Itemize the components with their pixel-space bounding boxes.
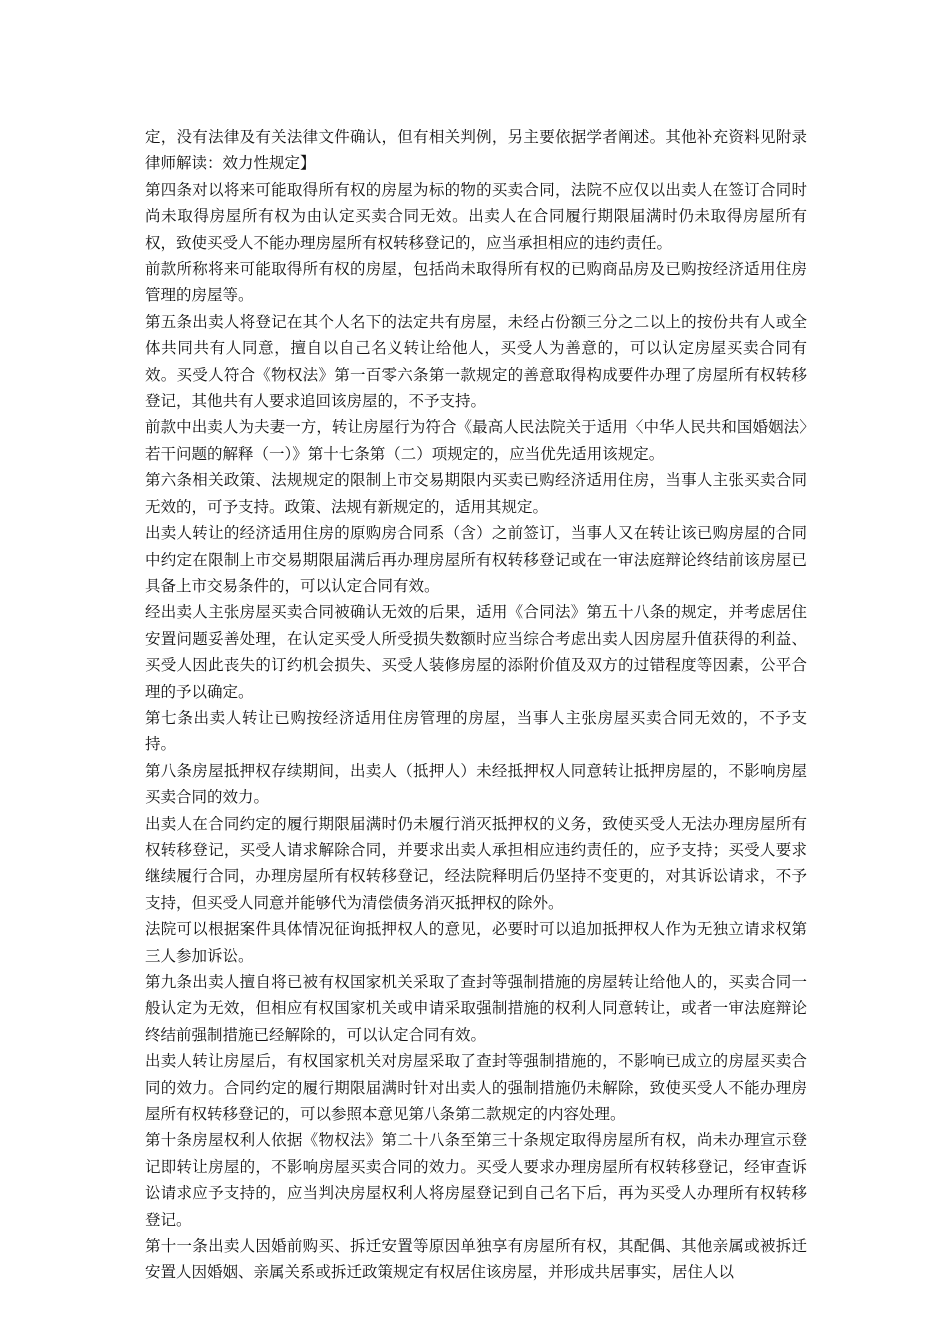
paragraph-article-4: 第四条对以将来可能取得所有权的房屋为标的物的买卖合同，法院不应仅以出卖人在签订合同时尚未取得房屋所有权为由认定买卖合同无效。出卖人在合同履行期限届满时仍未取得房屋所有权，致使买受人不能办理房屋所有权转移登记的，应当承担相应的违约责任。 — [145, 180, 807, 252]
paragraph-article-4-note: 前款所称将来可能取得所有权的房屋，包括尚未取得所有权的已购商品房及已购按经济适用住房管理的房屋等。 — [145, 260, 807, 305]
paragraph-article-6: 第六条相关政策、法规规定的限制上市交易期限内买卖已购经济适用住房，当事人主张买卖合同无效的，可予支持。政策、法规有新规定的，适用其规定。 — [145, 471, 807, 516]
paragraph-article-7: 第七条出卖人转让已购按经济适用住房管理的房屋，当事人主张房屋买卖合同无效的，不予支持。 — [145, 708, 807, 754]
paragraph-article-8-clause-2: 出卖人在合同约定的履行期限届满时仍未履行消灭抵押权的义务，致使买受人无法办理房屋所有权转移登记，买受人请求解除合同，并要求出卖人承担相应违约责任的，应予支持；买受人要求继续履行合同，办理房屋所有权转移登记，经法院释明后仍坚持不变更的，对其诉讼请求，不予支持，但买受人同意并能够代为清偿债务消灭抵押权的除外。 — [145, 814, 807, 912]
paragraph-article-8: 第八条房屋抵押权存续期间，出卖人（抵押人）未经抵押权人同意转让抵押房屋的，不影响房屋买卖合同的效力。 — [145, 761, 807, 807]
paragraph-article-8-clause-3: 法院可以根据案件具体情况征询抵押权人的意见，必要时可以追加抵押权人作为无独立请求权第三人参加诉讼。 — [145, 920, 807, 965]
paragraph-continuation: 定，没有法律及有关法律文件确认，但有相关判例，另主要依据学者阐述。其他补充资料见附录律师解读：效力性规定】 — [145, 128, 807, 173]
paragraph-article-11: 第十一条出卖人因婚前购买、拆迁安置等原因单独享有房屋所有权，其配偶、其他亲属或被拆迁安置人因婚姻、亲属关系或拆迁政策规定有权居住该房屋，并形成共居事实，居住人以 — [145, 1237, 807, 1282]
paragraph-article-9: 第九条出卖人擅自将已被有权国家机关采取了查封等强制措施的房屋转让给他人的，买卖合同一般认定为无效，但相应有权国家机关或申请采取强制措施的权利人同意转让，或者一审法庭辩论终结前强制措施已经解除的，可以认定合同有效。 — [145, 973, 807, 1044]
paragraph-article-6-clause-2: 出卖人转让的经济适用住房的原购房合同系（含）之前签订，当事人又在转让该已购房屋的合同中约定在限制上市交易期限届满后再办理房屋所有权转移登记或在一审法庭辩论终结前该房屋已具备上市交易条件的，可以认定合同有效。 — [145, 524, 807, 595]
paragraph-article-9-clause-2: 出卖人转让房屋后，有权国家机关对房屋采取了查封等强制措施的，不影响已成立的房屋买卖合同的效力。合同约定的履行期限届满时针对出卖人的强制措施仍未解除，致使买受人不能办理房屋所有权转移登记的，可以参照本意见第八条第二款规定的内容处理。 — [145, 1052, 807, 1124]
paragraph-article-10: 第十条房屋权利人依据《物权法》第二十八条至第三十条规定取得房屋所有权，尚未办理宣示登记即转让房屋的，不影响房屋买卖合同的效力。买受人要求办理房屋所有权转移登记，经审查诉讼请求应予支持的，应当判决房屋权利人将房屋登记到自己名下后，再为买受人办理所有权转移登记。 — [145, 1131, 807, 1229]
paragraph-article-5-note: 前款中出卖人为夫妻一方，转让房屋行为符合《最高人民法院关于适用〈中华人民共和国婚姻法〉若干问题的解释（一）》第十七条第（二）项规定的，应当优先适用该规定。 — [145, 418, 807, 463]
paragraph-article-5: 第五条出卖人将登记在其个人名下的法定共有房屋，未经占份额三分之二以上的按份共有人或全体共同共有人同意，擅自以自己名义转让给他人，买受人为善意的，可以认定房屋买卖合同有效。买受人符合《物权法》第一百零六条第一款规定的善意取得构成要件办理了房屋所有权转移登记，其他共有人要求追回该房屋的，不予支持。 — [145, 312, 807, 411]
paragraph-article-6-clause-3: 经出卖人主张房屋买卖合同被确认无效的后果，适用《合同法》第五十八条的规定，并考虑居住安置问题妥善处理，在认定买受人所受损失数额时应当综合考虑出卖人因房屋升值获得的利益、买受人因此丧失的订约机会损失、买受人装修房屋的添附价值及双方的过错程度等因素，公平合理的予以确定。 — [145, 603, 807, 701]
document-body — [145, 124, 807, 1286]
